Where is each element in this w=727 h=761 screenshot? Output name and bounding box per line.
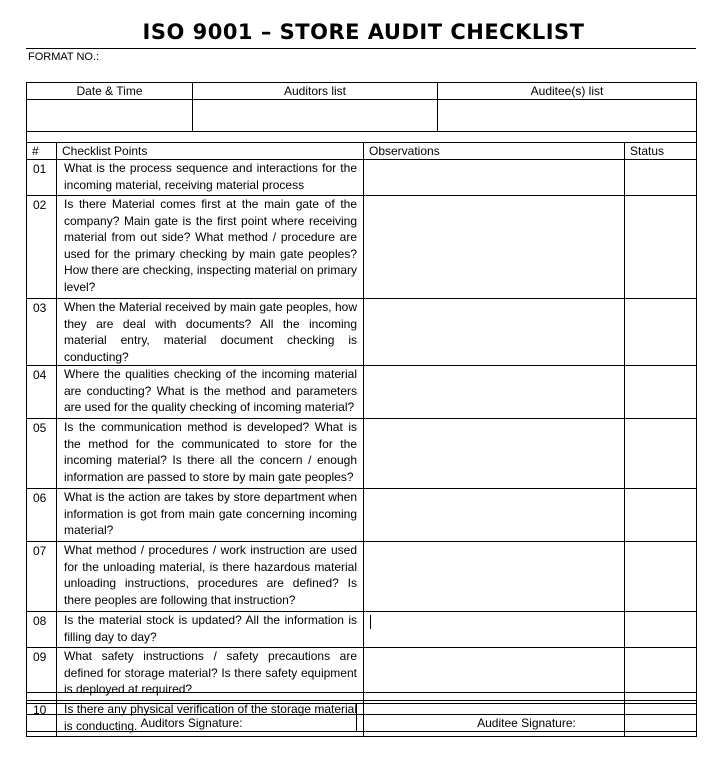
status-field[interactable] [625,612,697,648]
checklist-row [27,299,697,366]
checklist-point-text: Is the communication method is developed? What is the method for the communicated to store for the incoming material? Is there all the concern / enough information are passed to store by main gate peoples? [57,419,364,489]
footer-spacer-row [27,693,697,704]
observations-header: Observations [364,143,625,160]
format-number-label: FORMAT NO.: [28,51,100,63]
row-number: 07 [27,542,57,612]
row-number: 05 [27,419,57,489]
text-cursor [370,615,371,629]
checklist-row [27,612,697,648]
observation-field[interactable] [364,196,625,299]
checklist-point-text: Is there any physical verification of the storage material is conducting. [57,701,364,737]
auditors-list-header: Auditors list [193,83,438,100]
document-title: ISO 9001 – STORE AUDIT CHECKLIST [142,20,585,44]
checklist-point-text: What is the process sequence and interactions for the incoming material, receiving material process [57,160,364,196]
checklist-point-text: What method / procedures / work instruction are used for the unloading material, is there hazardous material unloading instructions, procedures are defined? Is there peoples are following that instruction? [57,542,364,612]
title-divider [26,48,696,49]
date-time-header: Date & Time [27,83,193,100]
observation-field[interactable] [364,160,625,196]
row-number: 02 [27,196,57,299]
checklist-point-text: Is there Material comes first at the main gate of the company? Main gate is the first point where receiving material from out side? What method / procedure are used for the primary checking by main gate peoples? How there are checking, inspecting material on primary level? [57,196,364,299]
row-number: 09 [27,648,57,701]
spacer-row [27,132,697,143]
row-number: 04 [27,366,57,419]
checklist-row [27,366,697,419]
observation-field[interactable] [364,299,625,366]
observation-field[interactable] [364,612,625,648]
checklist-row [27,489,697,542]
observation-field[interactable] [364,419,625,489]
auditors-signature-field[interactable] [27,704,357,715]
row-number: 06 [27,489,57,542]
date-time-field[interactable] [27,100,193,132]
observation-field[interactable] [364,542,625,612]
status-header: Status [625,143,697,160]
checklist-row [27,419,697,489]
auditee-signature-label: Auditee Signature: [357,715,697,732]
checklist-point-text: Where the qualities checking of the incoming material are conducting? What is the method and parameters are used for the quality checking of incoming material? [57,366,364,419]
num-column-header: # [27,143,57,160]
status-field[interactable] [625,419,697,489]
auditees-list-field[interactable] [438,100,697,132]
auditors-list-field[interactable] [193,100,438,132]
row-number: 08 [27,612,57,648]
checklist-row [27,542,697,612]
checklist-point-text: Is the material stock is updated? All the information is filling day to day? [57,612,364,648]
observation-field[interactable] [364,489,625,542]
audit-header-table [26,82,697,132]
observation-field[interactable] [364,366,625,419]
row-number: 01 [27,160,57,196]
checklist-row [27,160,697,196]
checklist-point-text: What is the action are takes by store department when information is got from main gate concerning incoming material? [57,489,364,542]
status-field[interactable] [625,366,697,419]
status-field[interactable] [625,299,697,366]
status-field[interactable] [625,196,697,299]
auditees-list-header: Auditee(s) list [438,83,697,100]
status-field[interactable] [625,489,697,542]
checklist-points-header: Checklist Points [57,143,364,160]
auditee-signature-field[interactable] [357,704,697,715]
checklist-table [26,131,697,737]
signature-table [26,692,697,732]
status-field[interactable] [625,542,697,612]
row-number: 03 [27,299,57,366]
row-number: 10 [27,701,57,737]
checklist-row [27,196,697,299]
status-field[interactable] [625,160,697,196]
auditors-signature-label: Auditors Signature: [27,715,357,732]
checklist-point-text: When the Material received by main gate peoples, how they are deal with documents? All the incoming material entry, material document checking is conducting? [57,299,364,366]
checklist-point-text: What safety instructions / safety precautions are defined for storage material? Is there safety equipment is deployed at required? [57,648,364,701]
